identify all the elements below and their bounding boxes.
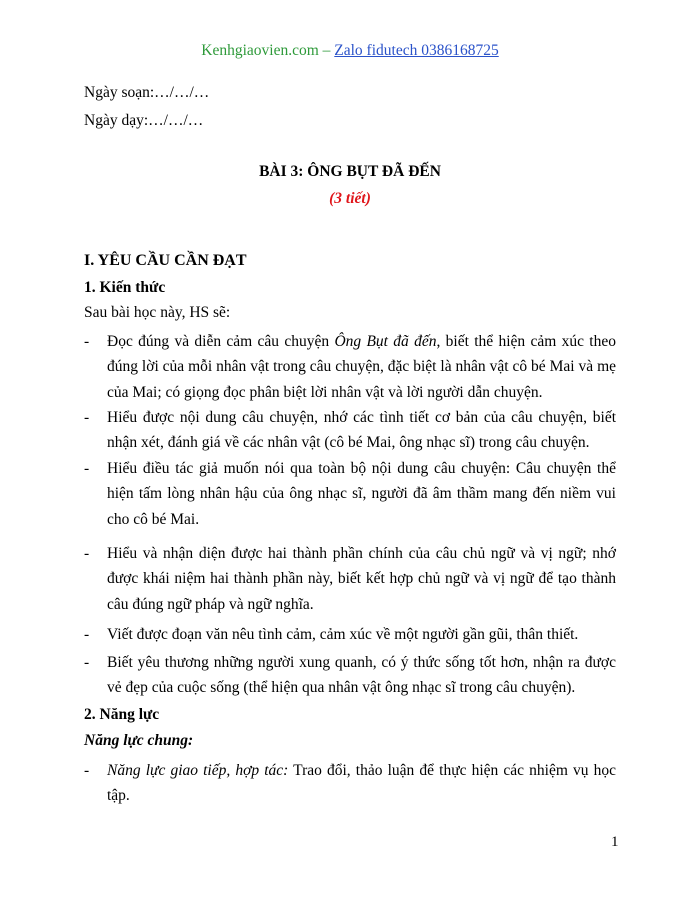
bullet-text: Viết được đoạn văn nêu tình cảm, cảm xúc về một người gần gũi, thân thiết. bbox=[107, 626, 579, 643]
nang-luc-chung-heading: Năng lực chung: bbox=[84, 732, 194, 749]
header-site-link[interactable]: Kenhgiaovien.com bbox=[201, 42, 319, 59]
page-number: 1 bbox=[611, 834, 619, 850]
bullet-dash: - bbox=[84, 333, 90, 350]
header-separator: – bbox=[318, 42, 335, 59]
subsection-nang-luc: 2. Năng lực bbox=[84, 706, 160, 723]
bullet-dash: - bbox=[84, 626, 90, 643]
bullet-text: Trao đổi, thảo luận để thực hiện các nhiệm vụ học tập. bbox=[107, 762, 616, 805]
page-header bbox=[0, 42, 700, 60]
lesson-duration: (3 tiết) bbox=[329, 190, 371, 207]
list-item bbox=[84, 541, 616, 617]
ngay-soan: Ngày soạn:…/…/… bbox=[84, 84, 210, 101]
bullet-text-cont: , biết thể hiện cảm xúc theo đúng lời của mỗi nhân vật trong câu chuyện, đặc biệt là nhân vật cô bé Mai và mẹ của Mai; có giọng đọc phân biệt lời nhân vật và lời người dẫn chuyện. bbox=[107, 333, 616, 401]
bullet-dash: - bbox=[84, 460, 90, 477]
bullet-dash: - bbox=[84, 545, 90, 562]
list-item bbox=[84, 329, 616, 405]
list-item bbox=[84, 622, 616, 647]
bullet-text: Đọc đúng và diễn cảm câu chuyện bbox=[107, 333, 335, 350]
intro-text: Sau bài học này, HS sẽ: bbox=[84, 304, 231, 321]
ngay-day: Ngày dạy:…/…/… bbox=[84, 112, 204, 129]
bullet-text: Hiểu được nội dung câu chuyện, nhớ các tình tiết cơ bản của câu chuyện, biết nhận xét, đánh giá về các nhân vật (cô bé Mai, ông nhạc sĩ) trong câu chuyện. bbox=[107, 409, 616, 452]
list-item bbox=[84, 650, 616, 701]
bullet-text: Hiểu điều tác giả muốn nói qua toàn bộ nội dung câu chuyện: Câu chuyện thể hiện tấm lòng nhân hậu của ông nhạc sĩ, người đã âm thầm mang đến niềm vui cho cô bé Mai. bbox=[107, 460, 616, 528]
bullet-dash: - bbox=[84, 654, 90, 671]
bullet-story-title: Ông Bụt đã đến bbox=[334, 333, 437, 350]
list-item bbox=[84, 405, 616, 456]
bullet-text: Hiểu và nhận diện được hai thành phần chính của câu chủ ngữ và vị ngữ; nhớ được khái niệm hai thành phần này, biết kết hợp chủ ngữ và vị ngữ để tạo thành câu đúng ngữ pháp và ngữ nghĩa. bbox=[107, 545, 616, 613]
bullet-text: Biết yêu thương những người xung quanh, có ý thức sống tốt hơn, nhận ra được vẻ đẹp của cuộc sống (thể hiện qua nhân vật ông nhạc sĩ trong câu chuyện). bbox=[107, 654, 616, 697]
bullet-dash: - bbox=[84, 409, 90, 426]
section-heading: I. YÊU CẦU CẦN ĐẠT bbox=[84, 252, 247, 269]
subsection-kien-thuc: 1. Kiến thức bbox=[84, 279, 166, 296]
list-item bbox=[84, 758, 616, 809]
header-contact-link[interactable]: Zalo fidutech 0386168725 bbox=[334, 42, 499, 59]
bullet-dash: - bbox=[84, 762, 90, 779]
lesson-title: BÀI 3: ÔNG BỤT ĐÃ ĐẾN bbox=[259, 163, 441, 180]
list-item bbox=[84, 456, 616, 532]
competency-label: Năng lực giao tiếp, hợp tác: bbox=[107, 762, 289, 779]
